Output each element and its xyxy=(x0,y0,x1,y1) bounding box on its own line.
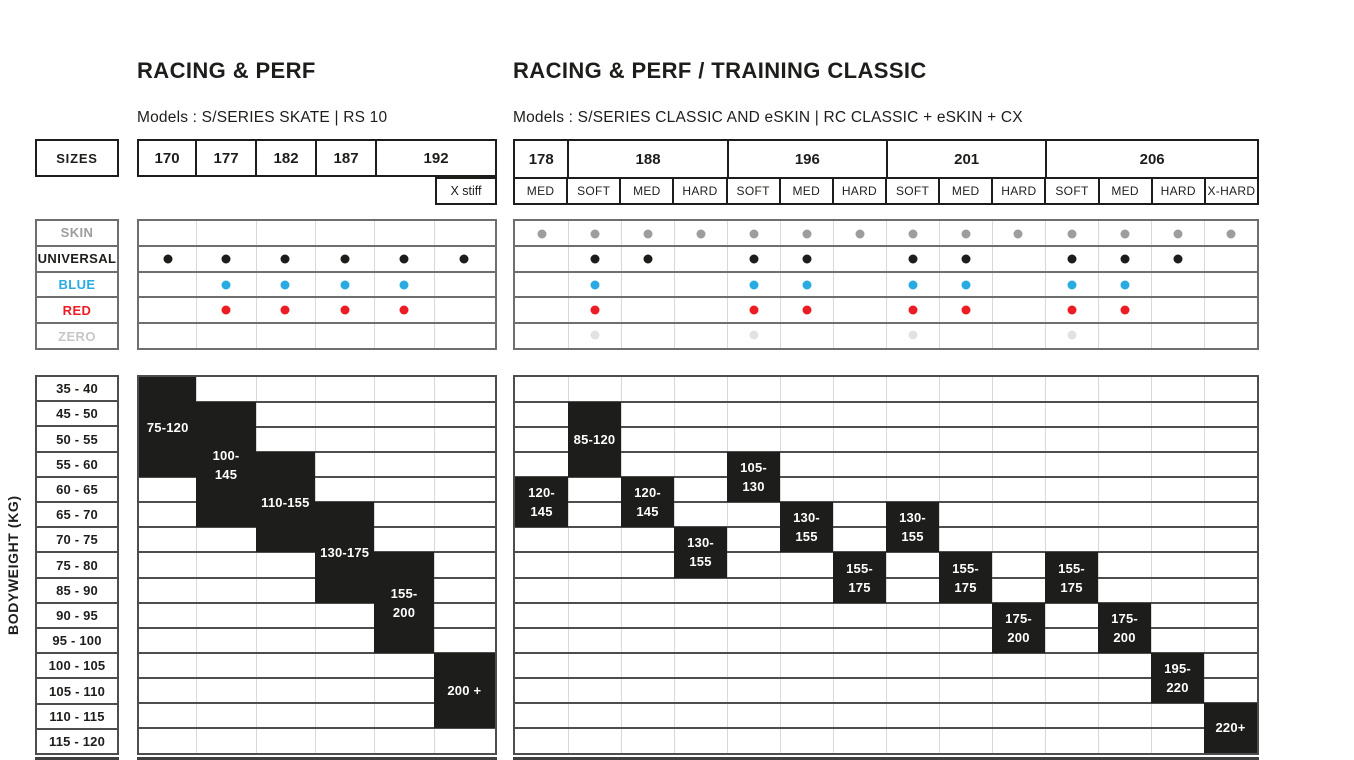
column-grid-line xyxy=(621,377,622,753)
column-grid-line xyxy=(992,221,993,348)
weight-range-label: 85-120 xyxy=(573,432,616,448)
availability-dot xyxy=(643,255,652,264)
size-header-cell: 170 xyxy=(154,149,180,167)
availability-dot xyxy=(749,229,758,238)
weight-range-block xyxy=(992,603,1045,653)
row-grid-line xyxy=(139,627,495,629)
row-grid-line xyxy=(515,296,1257,298)
availability-dot xyxy=(1120,305,1129,314)
weight-range-label: 155 xyxy=(795,529,818,545)
column-grid-line xyxy=(674,221,675,348)
availability-dot xyxy=(281,305,290,314)
availability-dot xyxy=(281,255,290,264)
flex-header-cell: SOFT xyxy=(1044,179,1097,203)
availability-dot xyxy=(590,305,599,314)
row-grid-line xyxy=(515,677,1257,679)
bodyweight-row-label: 75 - 80 xyxy=(35,551,119,578)
row-grid-line xyxy=(515,401,1257,403)
flex-header-cell: SOFT xyxy=(566,179,619,203)
bodyweight-axis-label: BODYWEIGHT (KG) xyxy=(5,495,21,635)
column-grid-line xyxy=(256,221,257,348)
column-grid-line xyxy=(727,221,728,348)
availability-dot xyxy=(643,229,652,238)
availability-dot xyxy=(400,305,409,314)
availability-dot xyxy=(802,229,811,238)
right-flex-header-row xyxy=(515,177,1257,203)
column-grid-line xyxy=(568,221,569,348)
availability-dot xyxy=(908,305,917,314)
flex-header-cell: MED xyxy=(526,184,555,198)
column-grid-line xyxy=(315,221,316,348)
flex-header-cell: HARD xyxy=(991,179,1044,203)
row-grid-line xyxy=(515,727,1257,729)
weight-range-block xyxy=(315,502,374,602)
bodyweight-row-label: 100 - 105 xyxy=(35,652,119,679)
column-grid-line xyxy=(1098,377,1099,753)
availability-dot xyxy=(855,229,864,238)
weight-range-label: 200 xyxy=(1007,629,1030,645)
row-grid-line xyxy=(139,296,495,298)
column-grid-line xyxy=(992,377,993,753)
weight-range-label: 75-120 xyxy=(146,419,189,435)
availability-dot xyxy=(749,280,758,289)
availability-dot xyxy=(340,305,349,314)
size-header-cell: 192 xyxy=(375,141,495,175)
column-grid-line xyxy=(621,221,622,348)
column-grid-line xyxy=(196,221,197,348)
flex-row-labels xyxy=(35,219,119,350)
flex-header-cell: MED xyxy=(779,179,832,203)
availability-dot xyxy=(696,229,705,238)
weight-range-label: 130- xyxy=(687,535,714,551)
weight-range-block xyxy=(1204,703,1257,753)
weight-range-block xyxy=(674,527,727,577)
availability-dot xyxy=(1067,280,1076,289)
weight-range-label: 105- xyxy=(740,460,767,476)
size-header-cell: 187 xyxy=(315,141,375,175)
weight-range-label: 155- xyxy=(390,585,418,601)
flex-header-cell: MED xyxy=(1098,179,1151,203)
availability-dot xyxy=(749,331,758,340)
column-grid-line xyxy=(434,221,435,348)
bodyweight-row-label: 65 - 70 xyxy=(35,501,119,528)
flex-header-cell: SOFT xyxy=(726,179,779,203)
sizes-header-label: SIZES xyxy=(35,139,119,177)
availability-dot xyxy=(1067,255,1076,264)
bodyweight-row-label: 35 - 40 xyxy=(35,375,119,402)
right-weight-chart xyxy=(513,375,1259,755)
availability-dot xyxy=(340,280,349,289)
bodyweight-row-label: 95 - 100 xyxy=(35,627,119,654)
weight-range-label: 130 xyxy=(742,479,765,495)
flex-header-cell: MED xyxy=(619,179,672,203)
weight-range-label: 130- xyxy=(899,510,926,526)
availability-dot xyxy=(908,229,917,238)
availability-dot xyxy=(590,229,599,238)
weight-range-label: 145 xyxy=(636,504,659,520)
weight-range-block xyxy=(727,452,780,502)
weight-range-block xyxy=(196,402,255,527)
bodyweight-row-label: 85 - 90 xyxy=(35,577,119,604)
weight-range-label: 120- xyxy=(528,485,555,501)
availability-dot xyxy=(590,331,599,340)
bodyweight-row-label: 55 - 60 xyxy=(35,451,119,478)
left-panel-title: RACING & PERF xyxy=(137,58,316,83)
weight-range-block xyxy=(833,552,886,602)
column-grid-line xyxy=(780,221,781,348)
flex-header-cell: HARD xyxy=(1151,179,1204,203)
bodyweight-row-label: 90 - 95 xyxy=(35,602,119,629)
column-grid-line xyxy=(780,377,781,753)
left-panel-models: Models : S/SERIES SKATE | RS 10 xyxy=(137,109,388,126)
flex-row-label: UNIVERSAL xyxy=(35,245,119,273)
row-grid-line xyxy=(515,426,1257,428)
availability-dot xyxy=(281,280,290,289)
availability-dot xyxy=(961,280,970,289)
bodyweight-row-label: 70 - 75 xyxy=(35,526,119,553)
availability-dot xyxy=(400,280,409,289)
bodyweight-row-labels xyxy=(35,375,119,755)
availability-dot xyxy=(460,255,469,264)
availability-dot xyxy=(222,280,231,289)
availability-dot xyxy=(749,255,758,264)
bodyweight-row-label: 60 - 65 xyxy=(35,476,119,503)
column-grid-line xyxy=(886,377,887,753)
flex-header-cell: X-HARD xyxy=(1204,179,1257,203)
right-panel-models: Models : S/SERIES CLASSIC AND eSKIN | RC CLASSIC + eSKIN + CX xyxy=(513,109,1023,126)
row-grid-line xyxy=(515,451,1257,453)
weight-range-label: 175 xyxy=(1060,579,1083,595)
availability-dot xyxy=(961,255,970,264)
row-grid-line xyxy=(515,271,1257,273)
column-grid-line xyxy=(1151,221,1152,348)
weight-range-block xyxy=(515,477,568,527)
flex-header-cell: SOFT xyxy=(885,179,938,203)
flex-header-cell: HARD xyxy=(832,179,885,203)
weight-range-label: 175 xyxy=(848,579,871,595)
weight-range-label: 220 xyxy=(1166,679,1189,695)
availability-dot xyxy=(1173,229,1182,238)
weight-range-block xyxy=(1098,603,1151,653)
left-availability-grid xyxy=(137,219,497,350)
weight-range-label: 220+ xyxy=(1215,720,1246,736)
row-grid-line xyxy=(515,245,1257,247)
right-panel-title: RACING & PERF / TRAINING CLASSIC xyxy=(513,58,927,83)
availability-dot xyxy=(802,255,811,264)
row-grid-line xyxy=(139,245,495,247)
availability-dot xyxy=(1120,229,1129,238)
row-grid-line xyxy=(515,322,1257,324)
availability-dot xyxy=(908,331,917,340)
weight-range-block xyxy=(568,402,621,477)
flex-row-label: ZERO xyxy=(35,322,119,350)
weight-range-label: 155- xyxy=(846,560,873,576)
availability-dot xyxy=(1120,280,1129,289)
weight-range-label: 200 + xyxy=(447,682,482,698)
weight-range-label: 195- xyxy=(1164,660,1191,676)
flex-row-label: BLUE xyxy=(35,271,119,299)
availability-dot xyxy=(590,255,599,264)
column-grid-line xyxy=(939,221,940,348)
row-grid-line xyxy=(515,702,1257,704)
weight-range-block xyxy=(256,452,315,552)
weight-range-label: 155 xyxy=(689,554,712,570)
column-grid-line xyxy=(886,221,887,348)
row-grid-line xyxy=(139,322,495,324)
weight-range-label: 155- xyxy=(1058,560,1085,576)
bodyweight-row-label: 110 - 115 xyxy=(35,703,119,730)
availability-dot xyxy=(1014,229,1023,238)
weight-range-label: 155- xyxy=(952,560,979,576)
column-grid-line xyxy=(374,221,375,348)
size-header-cell: 178 xyxy=(528,150,554,168)
size-header-cell: 201 xyxy=(886,141,1045,177)
availability-dot xyxy=(802,305,811,314)
flex-header-cell: MED xyxy=(938,179,991,203)
left-size-header-row xyxy=(137,139,497,177)
column-grid-line xyxy=(833,221,834,348)
bodyweight-row-label: 50 - 55 xyxy=(35,425,119,452)
size-header-cell: 206 xyxy=(1045,141,1257,177)
flex-row-label: RED xyxy=(35,296,119,324)
availability-dot xyxy=(1067,331,1076,340)
size-header-cell: 196 xyxy=(727,141,886,177)
availability-dot xyxy=(908,255,917,264)
column-grid-line xyxy=(1204,377,1205,753)
weight-range-label: 100- xyxy=(212,447,240,463)
weight-range-label: 110-155 xyxy=(261,494,310,510)
size-header-cell: 188 xyxy=(567,141,726,177)
weight-range-block xyxy=(374,552,433,652)
row-grid-line xyxy=(515,577,1257,579)
availability-dot xyxy=(908,280,917,289)
weight-range-label: 120- xyxy=(634,485,661,501)
weight-range-block xyxy=(1045,552,1098,602)
weight-range-label: 200 xyxy=(392,604,416,620)
weight-range-label: 175- xyxy=(1005,610,1032,626)
availability-dot xyxy=(590,280,599,289)
column-grid-line xyxy=(727,377,728,753)
row-grid-line xyxy=(139,271,495,273)
weight-range-label: 155 xyxy=(901,529,924,545)
right-size-header-row xyxy=(515,141,1257,177)
flex-header-cell: HARD xyxy=(672,179,725,203)
weight-range-block xyxy=(886,502,939,552)
bodyweight-row-label: 105 - 110 xyxy=(35,677,119,704)
weight-range-block xyxy=(434,653,495,728)
weight-range-block xyxy=(939,552,992,602)
availability-dot xyxy=(1067,229,1076,238)
availability-dot xyxy=(222,255,231,264)
weight-range-block xyxy=(139,377,196,477)
weight-range-label: 130-175 xyxy=(320,544,370,560)
availability-dot xyxy=(1120,255,1129,264)
availability-dot xyxy=(961,229,970,238)
weight-range-block xyxy=(1151,653,1204,703)
left-weight-chart xyxy=(137,375,497,755)
availability-dot xyxy=(802,280,811,289)
weight-range-block xyxy=(780,502,833,552)
availability-dot xyxy=(163,255,172,264)
right-availability-grid xyxy=(513,219,1259,350)
column-grid-line xyxy=(1098,221,1099,348)
x-stiff-header: X stiff xyxy=(435,177,497,205)
weight-range-label: 145 xyxy=(214,466,238,482)
column-grid-line xyxy=(1204,221,1205,348)
availability-dot xyxy=(222,305,231,314)
bodyweight-row-label: 45 - 50 xyxy=(35,400,119,427)
weight-range-label: 200 xyxy=(1113,629,1136,645)
weight-range-label: 175- xyxy=(1111,610,1138,626)
availability-dot xyxy=(1226,229,1235,238)
availability-dot xyxy=(400,255,409,264)
availability-dot xyxy=(340,255,349,264)
column-grid-line xyxy=(1045,221,1046,348)
weight-range-label: 130- xyxy=(793,510,820,526)
availability-dot xyxy=(749,305,758,314)
availability-dot xyxy=(1173,255,1182,264)
availability-dot xyxy=(961,305,970,314)
flex-row-label: SKIN xyxy=(35,219,119,247)
weight-range-label: 145 xyxy=(530,504,553,520)
size-header-cell: 177 xyxy=(195,141,255,175)
size-header-cell: 182 xyxy=(255,141,315,175)
availability-dot xyxy=(537,229,546,238)
weight-range-label: 175 xyxy=(954,579,977,595)
bodyweight-row-label: 115 - 120 xyxy=(35,728,119,755)
weight-range-block xyxy=(621,477,674,527)
column-grid-line xyxy=(256,377,257,753)
right-size-header xyxy=(513,139,1259,205)
availability-dot xyxy=(1067,305,1076,314)
